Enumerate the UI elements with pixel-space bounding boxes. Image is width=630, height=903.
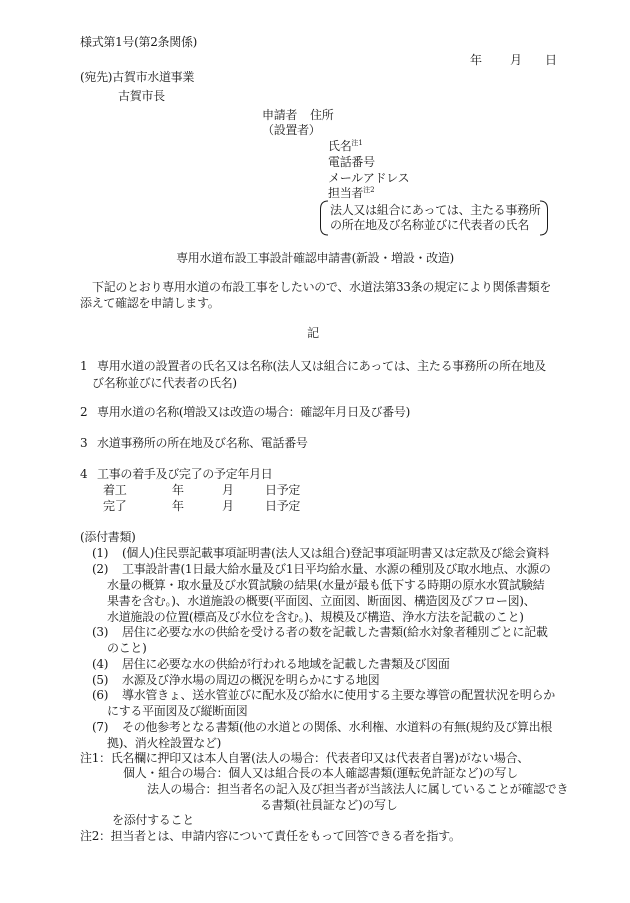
name-label: 氏名 [328, 139, 352, 153]
addressee: (宛先)古賀市水道事業 [80, 70, 195, 84]
attachment-number: (3) [92, 625, 109, 639]
note1-line: 個人・組合の場合：個人又は組合長の本人確認書類(運転免許証など)の写し [123, 766, 518, 780]
item-number: 4 [80, 467, 88, 481]
item-number: 1 [80, 359, 88, 373]
note1-line: 注1：氏名欄に押印又は本人自署(法人の場合：代表者印又は代表者自署)がない場合、 [80, 751, 530, 765]
attachment-text: 果書を含む。)、水道施設の概要(平面図、立面図、断面図、構造図及びフロー図)、 [107, 594, 536, 608]
item-text: 工事の着手及び完了の予定年月日 [97, 467, 273, 481]
attachment-text: 工事設計書(1日最大給水量及び1日平均給水量、水源の種別及び取水地点、水源の [122, 562, 551, 576]
attachment-text: 拠)、消火栓設置など) [107, 736, 222, 750]
schedule-start-label: 着工 [103, 483, 127, 497]
item-number: 3 [80, 436, 88, 450]
left-bracket [321, 201, 329, 235]
schedule-end-day: 日予定 [265, 499, 301, 513]
attachment-number: (7) [92, 720, 109, 734]
item-number: 2 [80, 405, 88, 419]
attachment-number: (4) [92, 657, 109, 671]
right-bracket [540, 201, 548, 235]
attachment-number: (1) [92, 546, 109, 560]
attachment-text: その他参考となる書類(他の水道との関係、水利権、水道料の有無(規約及び算出根 [122, 720, 552, 734]
schedule-end-year: 年 [172, 499, 184, 513]
schedule-start-day: 日予定 [265, 483, 301, 497]
role-label: （設置者） [262, 123, 321, 137]
schedule-start-month: 月 [222, 483, 234, 497]
schedule-end-month: 月 [222, 499, 234, 513]
date-month: 月 [510, 53, 522, 67]
item-text: 水道事務所の所在地及び名称、電話番号 [97, 436, 308, 450]
attachment-number: (6) [92, 688, 109, 702]
phone-label: 電話番号 [328, 155, 375, 169]
attachment-text: にする平面図及び縦断面図 [107, 704, 248, 718]
contact-label: 担当者 [328, 186, 364, 200]
note1-line: る書類(社員証など)の写し [260, 798, 398, 812]
attachment-number: (2) [92, 562, 109, 576]
note1-line: を添付すること [112, 813, 194, 827]
corporate-note-line: の所在地及び名称並びに代表者の氏名 [330, 218, 529, 232]
attachment-text: (個人)住民票記載事項証明書(法人又は組合)登記事項証明書又は定款及び総会資料 [122, 546, 550, 560]
contact-field-label [328, 185, 375, 201]
attachment-text: 水道施設の位置(標高及び水位を含む。)、規模及び構造、浄水方法を記載のこと) [107, 610, 524, 624]
item-text: び名称並びに代表者の氏名) [92, 376, 237, 390]
attachment-text: 水量の概算・取水量及び水質試験の結果(水量が最も低下する時期の原水水質試験結 [107, 578, 545, 592]
attachments-heading: (添付書類) [80, 530, 136, 544]
applicant-label: 申請者 [262, 108, 298, 122]
item-text: 専用水道の設置者の氏名又は名称(法人又は組合にあっては、主たる事務所の所在地及 [97, 359, 546, 373]
addressee-name: 古賀市長 [118, 89, 165, 103]
attachment-text: 導水管きょ、送水管並びに配水及び給水に使用する主要な導管の配置状況を明らか [122, 688, 555, 702]
intro-line: 下記のとおり専用水道の布設工事をしたいので、水道法第33条の規定により関係書類を [92, 280, 552, 294]
date-year: 年 [470, 53, 482, 67]
ki-heading: 記 [307, 326, 319, 340]
schedule-end-label: 完了 [103, 499, 127, 513]
item-text: 専用水道の名称(増設又は改造の場合：確認年月日及び番号) [97, 405, 410, 419]
attachment-text: 居住に必要な水の供給が行われる地域を記載した書類及び図面 [122, 657, 450, 671]
attachment-number: (5) [92, 673, 109, 687]
attachment-text: のこと) [107, 641, 147, 655]
email-label: メールアドレス [328, 171, 410, 185]
contact-note-marker: 注2 [363, 186, 375, 194]
name-note-marker: 注1 [351, 139, 363, 147]
note2-line: 注2：担当者とは、申請内容について責任をもって回答できる者を指す。 [80, 829, 461, 843]
corporate-note-line: 法人又は組合にあっては、主たる事務所 [330, 203, 541, 217]
attachment-text: 水源及び浄水場の周辺の概況を明らかにする地図 [122, 673, 380, 687]
intro-line: 添えて確認を申請します。 [80, 296, 220, 310]
attachment-text: 居住に必要な水の供給を受ける者の数を記載した書類(給水対象者種別ごとに記載 [122, 625, 548, 639]
date-day: 日 [545, 53, 557, 67]
name-field-label [328, 138, 363, 154]
note1-line: 法人の場合：担当者名の記入及び担当者が当該法人に属していることが確認でき [147, 782, 569, 796]
document-title: 専用水道布設工事設計確認申請書(新設・増設・改造) [176, 251, 454, 265]
address-label: 住所 [310, 108, 334, 122]
form-number: 様式第1号(第2条関係) [80, 35, 198, 49]
schedule-start-year: 年 [172, 483, 184, 497]
